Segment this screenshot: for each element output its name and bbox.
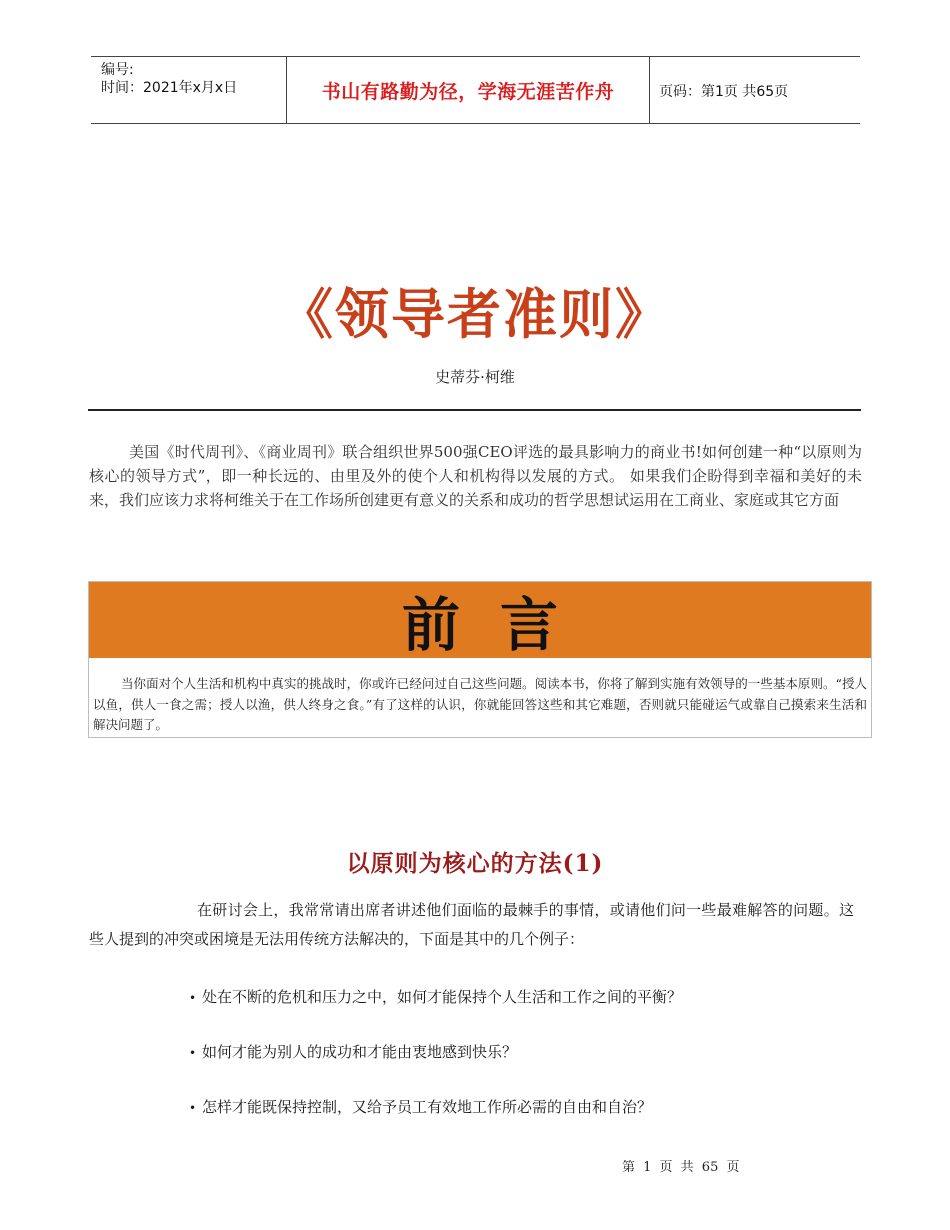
list-item <box>189 984 682 1039</box>
header-number-label: 编号: <box>101 62 134 78</box>
author-name: 史蒂芬·柯维 <box>435 368 515 386</box>
intro-paragraph: 美国《时代周刊》、《商业周刊》联合组织世界500强CEO评选的最具影响力的商业书!如何创建一种“以原则为核心的领导方式”，即一种长远的、由里及外的使个人和机构得以发展的方式。 如果我们企盼得到幸福和美好的未来，我们应该力求将柯维关于在工作场所创建更有意义的关系和成功的哲学思想试运用在工商业、家庭或其它方面 <box>89 443 862 509</box>
bullet-icon: • <box>189 1101 197 1115</box>
question-list <box>189 984 682 1149</box>
header-motto: 书山有路勤为径，学海无涯苦作舟 <box>321 80 615 103</box>
list-item-text: 如何才能为别人的成功和才能由衷地感到快乐？ <box>202 1043 518 1061</box>
list-item-text: 怎样才能既保持控制，又给予员工有效地工作所必需的自由和自治？ <box>202 1098 653 1116</box>
preface-title: 前言 <box>401 591 598 659</box>
header-meta <box>101 61 237 97</box>
list-item <box>189 1039 682 1094</box>
header-page-info: 页码：第1页 共65页 <box>659 84 789 100</box>
section-title: 以原则为核心的方法(1) <box>346 850 604 877</box>
header-divider <box>649 57 650 123</box>
book-title: 《领导者准则》 <box>279 282 671 346</box>
bullet-icon: • <box>189 991 197 1005</box>
preface-banner <box>89 582 871 658</box>
preface-text: 当你面对个人生活和机构中真实的挑战时，你或许已经问过自己这些问题。阅读本书，你将了解到实施有效领导的一些基本原则。“授人以鱼，供人一食之需；授人以渔，供人终身之食。”有了这样的认识，你就能回答这些和其它难题，否则就只能碰运气或靠自己摸索来生活和解决问题了。 <box>93 676 867 732</box>
list-item <box>189 1094 682 1149</box>
title-divider <box>88 409 861 411</box>
bullet-icon: • <box>189 1046 197 1060</box>
page-footer: 第 1 页 共 65 页 <box>622 1160 740 1175</box>
preface-box <box>88 581 872 738</box>
document-header <box>91 56 860 124</box>
header-date: 时间：2021年x月x日 <box>101 80 238 96</box>
section-paragraph: 在研讨会上，我常常请出席者讲述他们面临的最棘手的事情，或请他们问一些最难解答的问题。这些人提到的冲突或困境是无法用传统方法解决的，下面是其中的几个例子： <box>89 901 854 948</box>
list-item-text: 处在不断的危机和压力之中，如何才能保持个人生活和工作之间的平衡？ <box>202 988 683 1006</box>
